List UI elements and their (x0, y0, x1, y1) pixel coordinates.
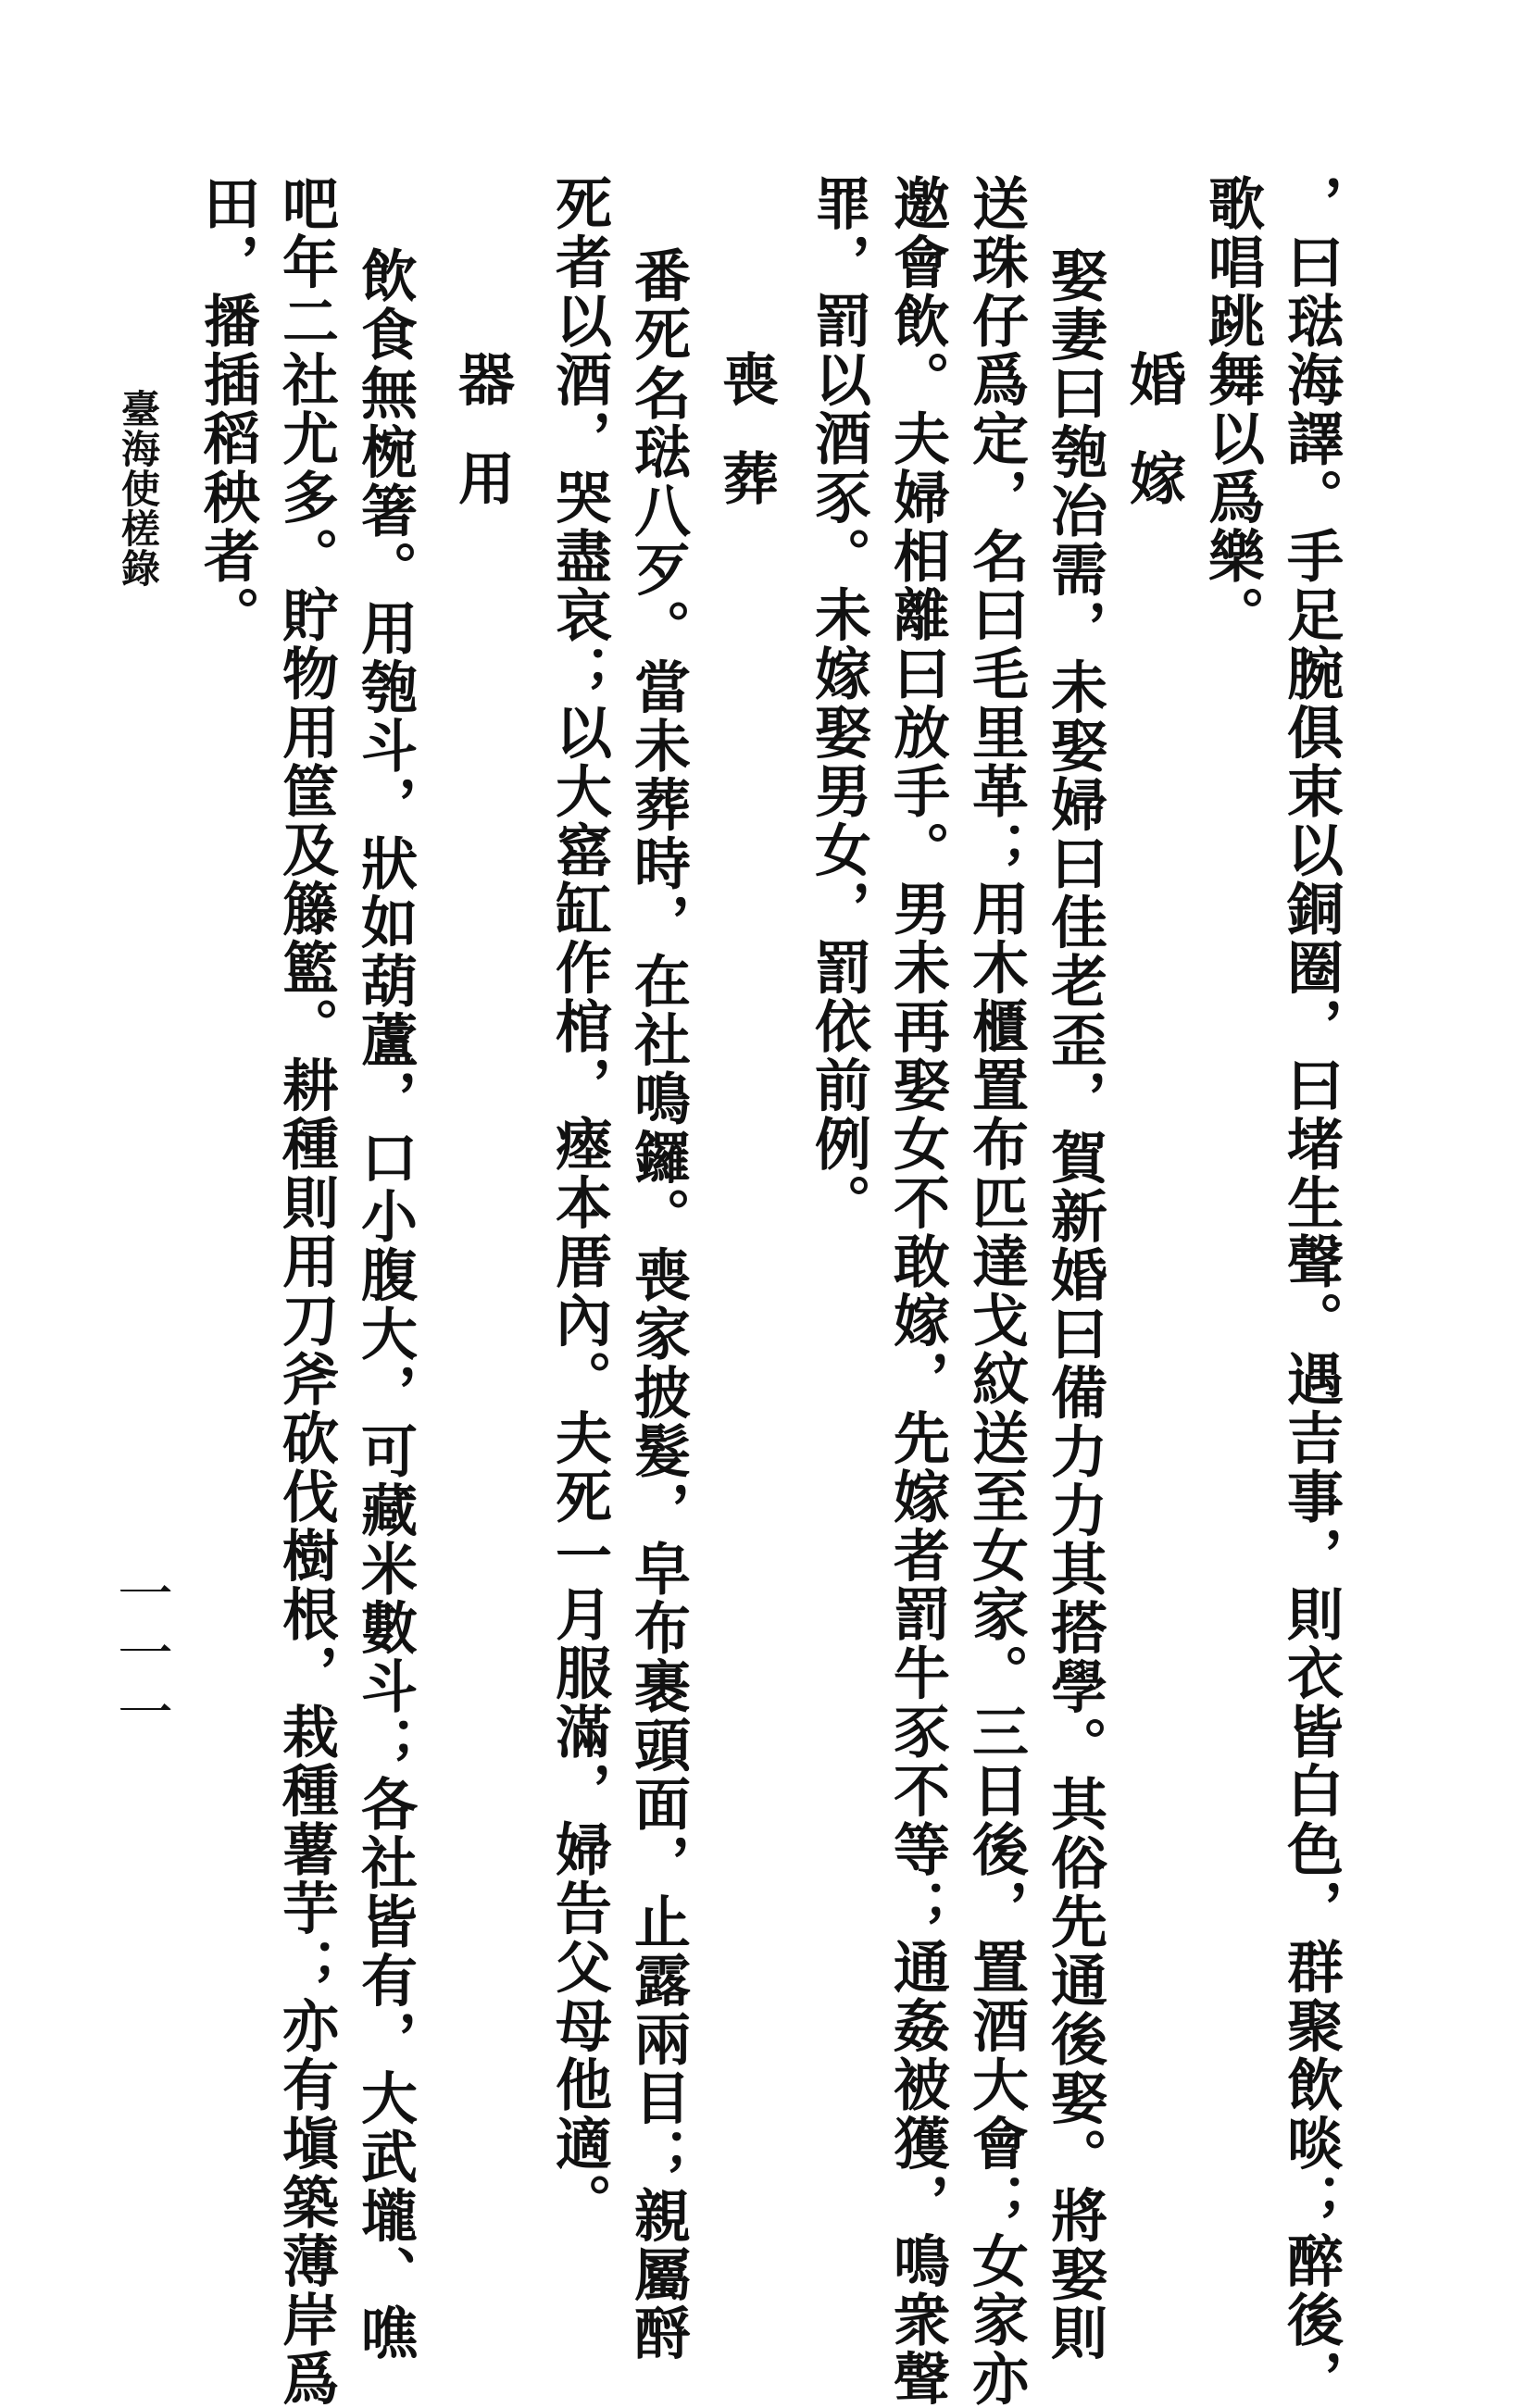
text-column-7: 番死名琺八歹。當未葬時，在社鳴鑼。喪家披髮，皁布裹頭面，止露兩目；親屬酹 (625, 246, 691, 2363)
text-column-1: ，曰琺海譯。手足腕俱束以銅圈，曰堵生聲。遇吉事，則衣皆白色，群聚飲啖；醉後， (1278, 174, 1344, 2408)
section-heading-funeral: 喪葬 (713, 350, 779, 548)
section-heading-marriage: 婚嫁 (1120, 350, 1186, 548)
text-column-6: 罪，罰以酒豕。未嫁娶男女，罰依前例。 (806, 174, 871, 1232)
text-column-4: 送珠仔爲定，名曰毛里革；用木櫃置布匹達戈紋送至女家。三日後，置酒大會；女家亦 (963, 174, 1029, 2408)
page-number: 一一一 (108, 1565, 173, 1742)
section-heading-utensils: 器用 (449, 350, 515, 548)
text-column-9: 飲食無椀箸。用匏斗，狀如葫蘆，口小腹大，可藏米數斗；各社皆有，大武壠、噍 (352, 246, 418, 2363)
text-column-3: 娶妻曰匏冶需，未娶婦曰佳老歪，賀新婚曰備力力其搭學。其俗先通後娶。將娶則 (1042, 246, 1107, 2363)
text-column-5: 邀會飲。夫婦相離曰放手。男未再娶女不敢嫁，先嫁者罰牛豕不等；通姦被獲，鳴衆聲 (884, 174, 950, 2408)
text-column-11: 田，播插稻秧者。 (194, 174, 260, 644)
text-column-10: 吧年二社尤多。貯物用筐及籐籃。耕種則用刀斧砍伐樹根，栽種薯芋；亦有塡築薄岸爲 (273, 174, 339, 2408)
text-column-2: 歌唱跳舞以爲樂。 (1199, 174, 1265, 644)
book-title: 臺海使槎錄 (116, 389, 161, 588)
text-column-8: 死者以酒，哭盡哀；以大窰缸作棺，瘞本厝內。夫死一月服滿，婦告父母他適。 (546, 174, 612, 2232)
